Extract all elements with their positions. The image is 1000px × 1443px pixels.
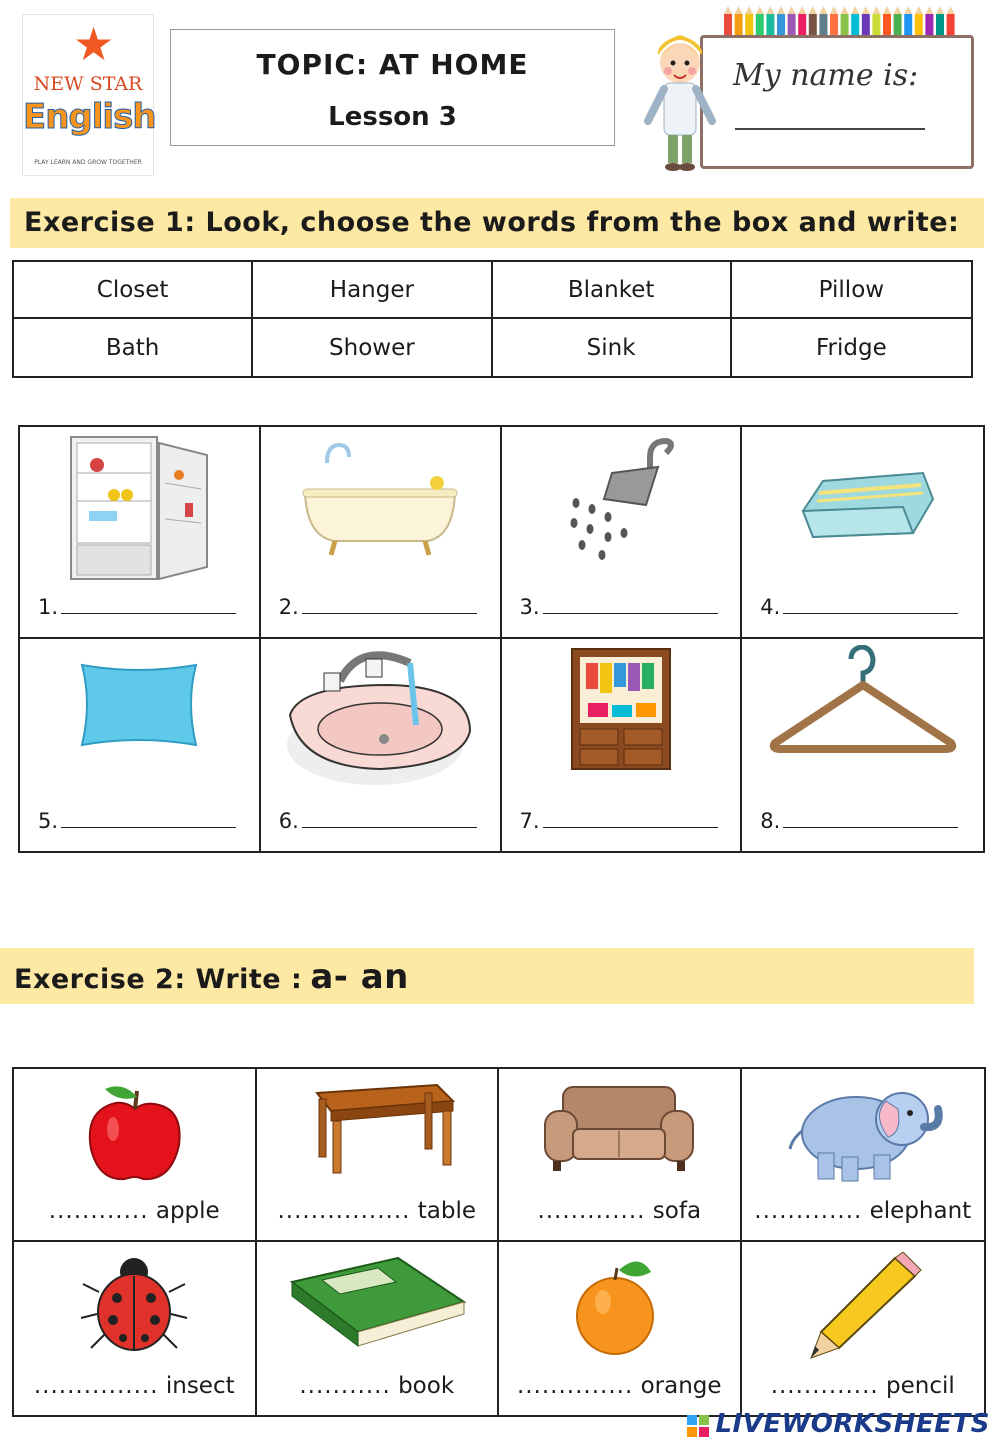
- exercise-1-title: Exercise 1: Look, choose the words from the box and write:: [24, 207, 960, 238]
- elephant-icon: [778, 1079, 948, 1189]
- shower-icon: [546, 433, 696, 573]
- pillow-icon: [64, 645, 214, 765]
- blanket-icon: [783, 433, 943, 573]
- dots-blank[interactable]: .............: [537, 1198, 646, 1224]
- exercise-2-title: [14, 957, 409, 997]
- answer-blank[interactable]: [279, 595, 477, 619]
- exercise-1-banner: [10, 198, 984, 248]
- item-word: table: [417, 1198, 477, 1224]
- dots-blank[interactable]: ............: [48, 1198, 149, 1224]
- exercise-2-banner: [0, 948, 974, 1004]
- picture-cell: [257, 1242, 500, 1415]
- fill-in-item[interactable]: [14, 1373, 255, 1399]
- liveworksheets-logo-icon: [687, 1415, 709, 1437]
- dots-blank[interactable]: ................: [277, 1198, 411, 1224]
- lesson-label: Lesson 3: [328, 102, 457, 132]
- word-box-item: Bath: [14, 319, 253, 376]
- answer-blank[interactable]: [760, 595, 958, 619]
- item-number: 2.: [278, 595, 299, 619]
- item-number: 6.: [278, 809, 299, 833]
- word-box-item: Shower: [253, 319, 492, 376]
- answer-blank[interactable]: [38, 595, 236, 619]
- boy-illustration-icon: [640, 25, 720, 175]
- name-card: [700, 35, 974, 169]
- answer-blank[interactable]: [279, 809, 477, 833]
- star-icon: ★: [73, 17, 115, 71]
- fill-in-item[interactable]: [257, 1198, 498, 1224]
- liveworksheets-watermark: [715, 1409, 990, 1439]
- item-word: orange: [640, 1373, 722, 1399]
- topic-title: TOPIC: AT HOME: [256, 48, 529, 81]
- name-input-line[interactable]: [735, 128, 925, 130]
- colored-pencils-icon: [722, 6, 958, 36]
- picture-cell: [742, 1069, 985, 1242]
- fill-in-item[interactable]: [257, 1373, 498, 1399]
- ladybug-icon: [79, 1252, 189, 1362]
- picture-cell: [742, 427, 983, 639]
- fill-in-item[interactable]: [742, 1198, 985, 1224]
- answer-blank[interactable]: [520, 809, 718, 833]
- picture-cell: [502, 639, 743, 851]
- picture-cell: [261, 427, 502, 639]
- picture-cell: [499, 1242, 742, 1415]
- watermark-text: LIVEWORKSHEETS: [715, 1409, 990, 1439]
- item-number: 4.: [760, 595, 781, 619]
- dots-blank[interactable]: ..............: [516, 1373, 634, 1399]
- item-word: apple: [155, 1198, 220, 1224]
- word-box: [12, 260, 973, 378]
- exercise-2-picture-grid: [12, 1067, 986, 1417]
- apple-icon: [79, 1079, 189, 1189]
- sink-icon: [280, 645, 480, 795]
- answer-blank[interactable]: [760, 809, 958, 833]
- picture-cell: [261, 639, 502, 851]
- item-word: sofa: [652, 1198, 702, 1224]
- table-icon: [297, 1079, 457, 1179]
- item-word: pencil: [886, 1373, 955, 1399]
- word-box-item: Hanger: [253, 262, 492, 319]
- picture-cell: [499, 1069, 742, 1242]
- dots-blank[interactable]: .............: [770, 1373, 879, 1399]
- word-box-item: Pillow: [732, 262, 971, 319]
- logo-text-english: English: [23, 97, 156, 137]
- bathtub-icon: [295, 433, 465, 573]
- dots-blank[interactable]: ...............: [33, 1373, 159, 1399]
- exercise-2-title-text: Exercise 2: Write :: [14, 964, 303, 995]
- fill-in-item[interactable]: [499, 1373, 740, 1399]
- logo-tagline: PLAY LEARN AND GROW TOGETHER: [34, 159, 142, 166]
- fill-in-item[interactable]: [14, 1198, 255, 1224]
- orange-icon: [569, 1252, 669, 1362]
- item-number: 7.: [519, 809, 540, 833]
- picture-cell: [20, 427, 261, 639]
- picture-cell: [20, 639, 261, 851]
- closet-icon: [566, 645, 676, 775]
- exercise-1-picture-grid: [18, 425, 985, 853]
- item-number: 3.: [519, 595, 540, 619]
- topic-box: [170, 29, 615, 146]
- item-number: 5.: [38, 809, 59, 833]
- picture-cell: [14, 1069, 257, 1242]
- new-star-english-logo: [22, 14, 154, 176]
- item-number: 8.: [760, 809, 781, 833]
- exercise-2-title-emphasis: a- an: [310, 957, 409, 997]
- fill-in-item[interactable]: [742, 1373, 985, 1399]
- name-label: My name is:: [733, 58, 919, 93]
- item-number: 1.: [38, 595, 59, 619]
- fill-in-item[interactable]: [499, 1198, 740, 1224]
- picture-cell: [502, 427, 743, 639]
- logo-text-new-star: NEW STAR: [33, 73, 143, 95]
- answer-blank[interactable]: [38, 809, 236, 833]
- word-box-item: Fridge: [815, 334, 887, 361]
- item-word: elephant: [869, 1198, 972, 1224]
- word-box-item: Sink: [493, 319, 732, 376]
- book-icon: [282, 1252, 472, 1352]
- pencil-icon: [803, 1252, 923, 1362]
- word-box-item: Closet: [14, 262, 253, 319]
- dots-blank[interactable]: .............: [754, 1198, 863, 1224]
- item-word: insect: [165, 1373, 235, 1399]
- picture-cell: [742, 639, 983, 851]
- picture-cell: [14, 1242, 257, 1415]
- picture-cell: [257, 1069, 500, 1242]
- word-box-item: Blanket: [493, 262, 732, 319]
- item-word: book: [398, 1373, 455, 1399]
- dots-blank[interactable]: ...........: [299, 1373, 391, 1399]
- sofa-icon: [539, 1079, 699, 1179]
- answer-blank[interactable]: [520, 595, 718, 619]
- fridge-icon: [59, 433, 219, 588]
- picture-cell: [742, 1242, 985, 1415]
- hanger-icon: [763, 645, 963, 765]
